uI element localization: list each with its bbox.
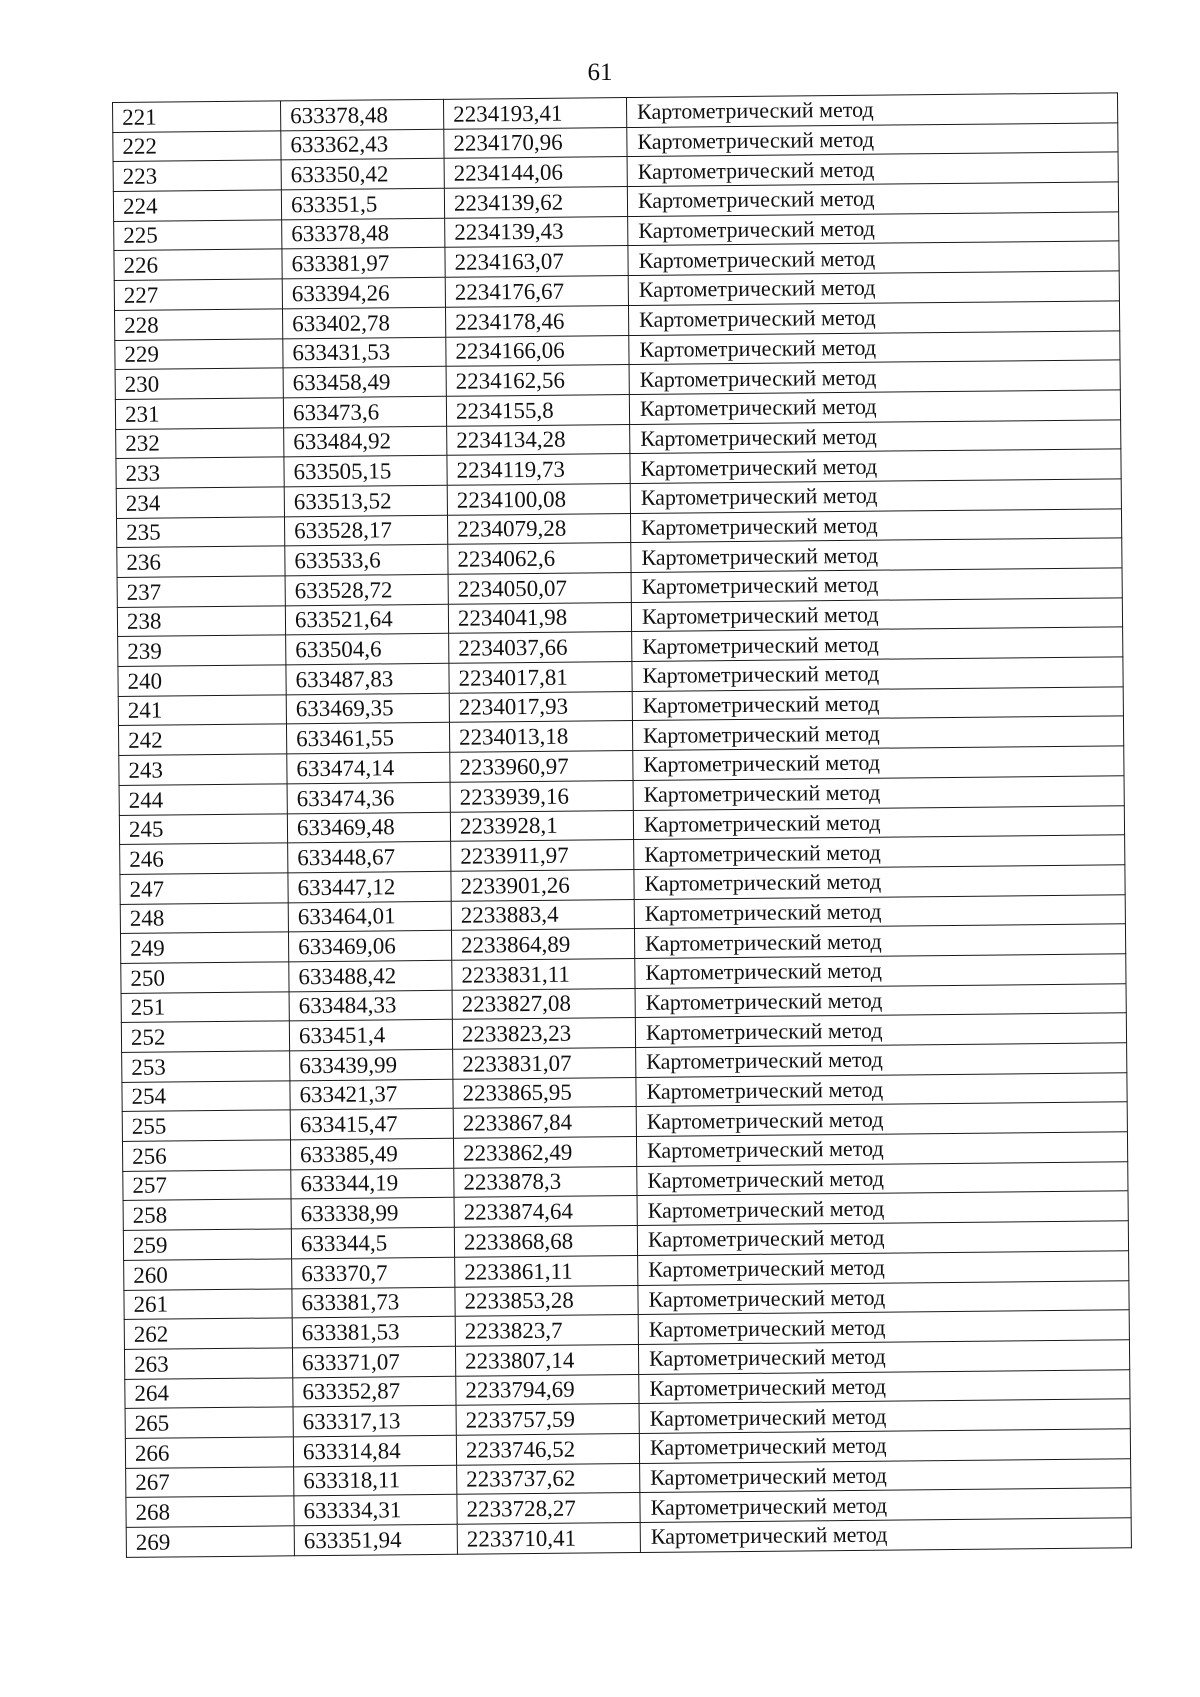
point-number-cell: 264 [125,1377,293,1408]
y-coordinate-cell: 2233867,84 [453,1107,636,1138]
method-cell: Картометрический метод [630,479,1121,513]
point-number-cell: 241 [118,695,286,726]
x-coordinate-cell: 633371,07 [292,1346,455,1377]
x-coordinate-cell: 633314,84 [293,1435,456,1466]
y-coordinate-cell: 2233878,3 [454,1166,637,1197]
y-coordinate-cell: 2234100,08 [447,483,630,514]
point-number-cell: 227 [114,279,282,310]
x-coordinate-cell: 633370,7 [292,1257,455,1288]
point-number-cell: 262 [124,1318,292,1349]
point-number-cell: 242 [118,724,286,755]
method-cell: Картометрический метод [634,835,1125,869]
x-coordinate-cell: 633504,6 [286,634,449,665]
x-coordinate-cell: 633469,06 [288,931,451,962]
method-cell: Картометрический метод [638,1310,1129,1344]
x-coordinate-cell: 633378,48 [282,218,445,249]
point-number-cell: 255 [122,1110,290,1141]
x-coordinate-cell: 633317,13 [293,1406,456,1437]
method-cell: Картометрический метод [632,657,1123,691]
point-number-cell: 230 [115,368,283,399]
point-number-cell: 251 [121,991,289,1022]
x-coordinate-cell: 633474,36 [287,782,450,813]
x-coordinate-cell: 633447,12 [288,871,451,902]
y-coordinate-cell: 2234134,28 [447,424,630,455]
y-coordinate-cell: 2233710,41 [457,1522,640,1553]
y-coordinate-cell: 2233807,14 [455,1344,638,1375]
method-cell: Картометрический метод [626,93,1117,127]
method-cell: Картометрический метод [635,1013,1126,1047]
y-coordinate-cell: 2234162,56 [446,365,629,396]
x-coordinate-cell: 633362,43 [281,129,444,160]
y-coordinate-cell: 2233853,28 [455,1285,638,1316]
point-number-cell: 222 [113,131,281,162]
coordinates-table [112,92,1132,1557]
y-coordinate-cell: 2234170,96 [444,127,627,158]
method-cell: Картометрический метод [631,538,1122,572]
method-cell: Картометрический метод [640,1458,1131,1492]
x-coordinate-cell: 633533,6 [285,545,448,576]
y-coordinate-cell: 2233827,08 [452,988,635,1019]
y-coordinate-cell: 2234144,06 [444,157,627,188]
method-cell: Картометрический метод [631,598,1122,632]
coordinates-table-body [113,93,1132,1557]
x-coordinate-cell: 633487,83 [286,663,449,694]
x-coordinate-cell: 633344,19 [291,1168,454,1199]
point-number-cell: 248 [120,902,288,933]
method-cell: Картометрический метод [627,182,1118,216]
y-coordinate-cell: 2233794,69 [456,1374,639,1405]
point-number-cell: 229 [115,338,283,369]
point-number-cell: 245 [119,813,287,844]
y-coordinate-cell: 2233862,49 [453,1137,636,1168]
x-coordinate-cell: 633344,5 [291,1227,454,1258]
x-coordinate-cell: 633469,35 [286,693,449,724]
point-number-cell: 240 [118,665,286,696]
point-number-cell: 224 [113,190,281,221]
point-number-cell: 254 [122,1081,290,1112]
point-number-cell: 238 [117,606,285,637]
y-coordinate-cell: 2233911,97 [451,840,634,871]
x-coordinate-cell: 633351,94 [294,1524,457,1555]
point-number-cell: 239 [118,635,286,666]
method-cell: Картометрический метод [634,894,1125,928]
x-coordinate-cell: 633350,42 [281,159,444,190]
point-number-cell: 228 [114,309,282,340]
x-coordinate-cell: 633528,17 [284,515,447,546]
y-coordinate-cell: 2234166,06 [446,335,629,366]
point-number-cell: 244 [119,784,287,815]
x-coordinate-cell: 633448,67 [288,841,451,872]
method-cell: Картометрический метод [636,1102,1127,1136]
y-coordinate-cell: 2233868,68 [454,1226,637,1257]
y-coordinate-cell: 2234017,81 [449,662,632,693]
method-cell: Картометрический метод [634,924,1125,958]
point-number-cell: 253 [122,1051,290,1082]
x-coordinate-cell: 633505,15 [284,456,447,487]
method-cell: Картометрический метод [630,419,1121,453]
point-number-cell: 223 [113,160,281,191]
x-coordinate-cell: 633415,47 [290,1109,453,1140]
method-cell: Картометрический метод [630,449,1121,483]
x-coordinate-cell: 633464,01 [288,901,451,932]
y-coordinate-cell: 2233831,11 [452,958,635,989]
x-coordinate-cell: 633451,4 [289,1020,452,1051]
x-coordinate-cell: 633461,55 [286,723,449,754]
x-coordinate-cell: 633378,48 [280,99,443,130]
x-coordinate-cell: 633513,52 [284,485,447,516]
method-cell: Картометрический метод [627,123,1118,157]
method-cell: Картометрический метод [637,1191,1128,1225]
method-cell: Картометрический метод [638,1251,1129,1285]
point-number-cell: 221 [113,101,281,132]
point-number-cell: 246 [120,843,288,874]
method-cell: Картометрический метод [637,1221,1128,1255]
method-cell: Картометрический метод [639,1399,1130,1433]
point-number-cell: 232 [116,427,284,458]
method-cell: Картометрический метод [640,1518,1131,1552]
y-coordinate-cell: 2233864,89 [451,929,634,960]
x-coordinate-cell: 633402,78 [282,307,445,338]
x-coordinate-cell: 633381,53 [292,1316,455,1347]
method-cell: Картометрический метод [634,865,1125,899]
x-coordinate-cell: 633458,49 [283,366,446,397]
point-number-cell: 252 [121,1021,289,1052]
point-number-cell: 259 [123,1229,291,1260]
method-cell: Картометрический метод [640,1488,1131,1522]
x-coordinate-cell: 633431,53 [283,337,446,368]
y-coordinate-cell: 2234013,18 [449,721,632,752]
y-coordinate-cell: 2234050,07 [448,573,631,604]
y-coordinate-cell: 2234139,62 [444,187,627,218]
y-coordinate-cell: 2233874,64 [454,1196,637,1227]
x-coordinate-cell: 633381,73 [292,1287,455,1318]
y-coordinate-cell: 2233823,7 [455,1315,638,1346]
x-coordinate-cell: 633381,97 [282,248,445,279]
x-coordinate-cell: 633421,37 [290,1079,453,1110]
x-coordinate-cell: 633469,48 [287,812,450,843]
y-coordinate-cell: 2233757,59 [456,1404,639,1435]
x-coordinate-cell: 633334,31 [294,1495,457,1526]
method-cell: Картометрический метод [628,241,1119,275]
method-cell: Картометрический метод [635,954,1126,988]
y-coordinate-cell: 2233901,26 [451,869,634,900]
method-cell: Картометрический метод [632,627,1123,661]
y-coordinate-cell: 2234163,07 [445,246,628,277]
y-coordinate-cell: 2234037,66 [449,632,632,663]
y-coordinate-cell: 2234041,98 [448,602,631,633]
method-cell: Картометрический метод [629,360,1120,394]
x-coordinate-cell: 633352,87 [293,1376,456,1407]
x-coordinate-cell: 633338,99 [291,1198,454,1229]
x-coordinate-cell: 633351,5 [281,188,444,219]
point-number-cell: 250 [121,962,289,993]
x-coordinate-cell: 633318,11 [294,1465,457,1496]
point-number-cell: 267 [126,1466,294,1497]
y-coordinate-cell: 2234155,8 [446,394,629,425]
method-cell: Картометрический метод [633,805,1124,839]
point-number-cell: 235 [116,516,284,547]
method-cell: Картометрический метод [637,1162,1128,1196]
point-number-cell: 247 [120,873,288,904]
method-cell: Картометрический метод [639,1369,1130,1403]
y-coordinate-cell: 2234017,93 [449,691,632,722]
method-cell: Картометрический метод [629,390,1120,424]
point-number-cell: 236 [117,546,285,577]
x-coordinate-cell: 633488,42 [289,960,452,991]
y-coordinate-cell: 2233861,11 [455,1255,638,1286]
page-number: 61 [587,59,613,86]
y-coordinate-cell: 2234176,67 [445,276,628,307]
x-coordinate-cell: 633484,92 [284,426,447,457]
y-coordinate-cell: 2234193,41 [443,98,626,129]
method-cell: Картометрический метод [629,330,1120,364]
point-number-cell: 269 [126,1526,294,1557]
point-number-cell: 266 [125,1437,293,1468]
method-cell: Картометрический метод [638,1340,1129,1374]
y-coordinate-cell: 2233737,62 [457,1463,640,1494]
y-coordinate-cell: 2234079,28 [447,513,630,544]
method-cell: Картометрический метод [631,568,1122,602]
x-coordinate-cell: 633521,64 [285,604,448,635]
point-number-cell: 231 [115,398,283,429]
y-coordinate-cell: 2233728,27 [457,1493,640,1524]
method-cell: Картометрический метод [638,1280,1129,1314]
x-coordinate-cell: 633385,49 [290,1138,453,1169]
method-cell: Картометрический метод [635,983,1126,1017]
point-number-cell: 225 [114,220,282,251]
method-cell: Картометрический метод [639,1429,1130,1463]
method-cell: Картометрический метод [628,212,1119,246]
method-cell: Картометрический метод [636,1132,1127,1166]
x-coordinate-cell: 633473,6 [283,396,446,427]
y-coordinate-cell: 2233928,1 [450,810,633,841]
y-coordinate-cell: 2234062,6 [448,543,631,574]
x-coordinate-cell: 633528,72 [285,574,448,605]
y-coordinate-cell: 2233960,97 [450,751,633,782]
point-number-cell: 260 [124,1259,292,1290]
point-number-cell: 243 [119,754,287,785]
point-number-cell: 265 [125,1407,293,1438]
x-coordinate-cell: 633439,99 [290,1049,453,1080]
y-coordinate-cell: 2234119,73 [447,454,630,485]
point-number-cell: 234 [116,487,284,518]
y-coordinate-cell: 2233823,23 [452,1018,635,1049]
point-number-cell: 226 [114,249,282,280]
method-cell: Картометрический метод [628,301,1119,335]
y-coordinate-cell: 2233831,07 [453,1048,636,1079]
point-number-cell: 237 [117,576,285,607]
x-coordinate-cell: 633484,33 [289,990,452,1021]
point-number-cell: 258 [123,1199,291,1230]
y-coordinate-cell: 2233883,4 [451,899,634,930]
method-cell: Картометрический метод [632,716,1123,750]
method-cell: Картометрический метод [632,687,1123,721]
point-number-cell: 263 [124,1348,292,1379]
point-number-cell: 261 [124,1288,292,1319]
method-cell: Картометрический метод [636,1043,1127,1077]
method-cell: Картометрический метод [627,152,1118,186]
point-number-cell: 268 [126,1496,294,1527]
point-number-cell: 256 [122,1140,290,1171]
point-number-cell: 249 [120,932,288,963]
x-coordinate-cell: 633474,14 [287,752,450,783]
y-coordinate-cell: 2233865,95 [453,1077,636,1108]
method-cell: Картометрический метод [633,776,1124,810]
method-cell: Картометрический метод [636,1072,1127,1106]
y-coordinate-cell: 2234178,46 [445,305,628,336]
y-coordinate-cell: 2233939,16 [450,780,633,811]
point-number-cell: 233 [116,457,284,488]
point-number-cell: 257 [123,1170,291,1201]
x-coordinate-cell: 633394,26 [282,277,445,308]
method-cell: Картометрический метод [630,508,1121,542]
method-cell: Картометрический метод [633,746,1124,780]
y-coordinate-cell: 2233746,52 [456,1433,639,1464]
y-coordinate-cell: 2234139,43 [445,216,628,247]
method-cell: Картометрический метод [628,271,1119,305]
